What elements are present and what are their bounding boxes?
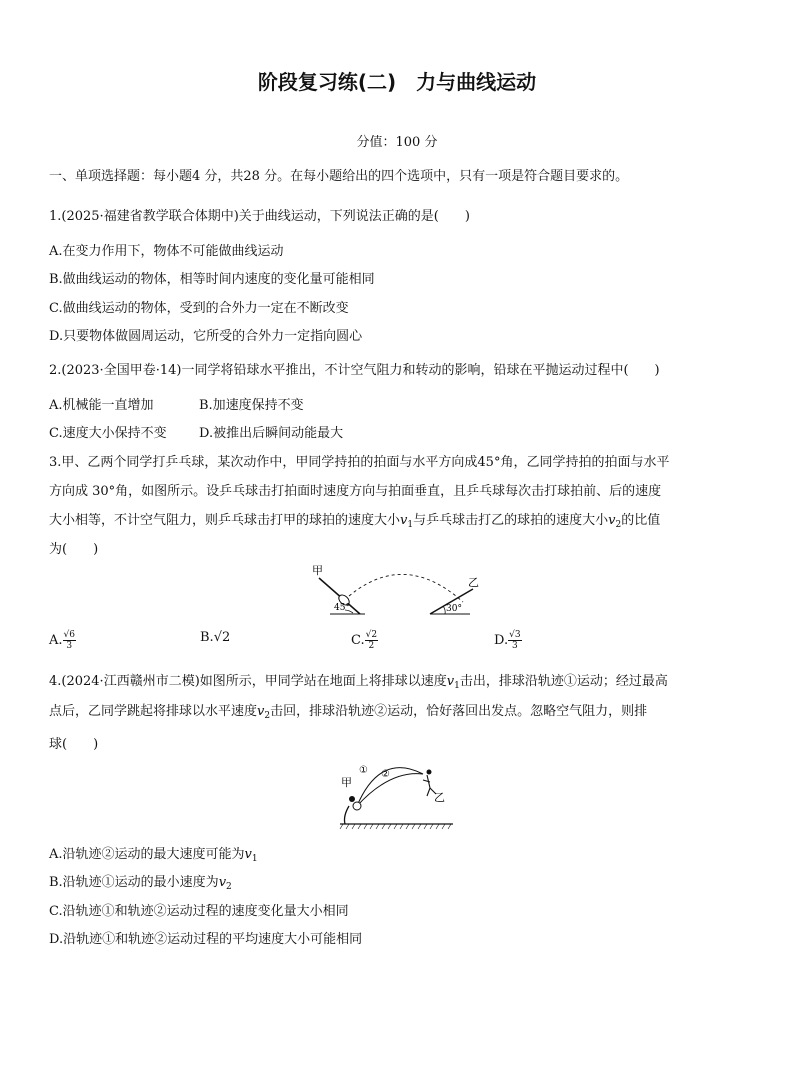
person-jia bbox=[345, 806, 350, 824]
q4-a-v-symbol: v bbox=[244, 847, 252, 862]
q3-figure bbox=[305, 560, 505, 618]
q3-option-a-fraction bbox=[63, 630, 76, 651]
q2-stem: 2.(2023·全国甲卷·14)一同学将铅球水平推出，不计空气阻力和转动的影响，铅球在平抛运动过程中( ) bbox=[49, 363, 660, 378]
q4-v2-symbol: v bbox=[257, 704, 265, 719]
q3-option-c-label: C. bbox=[351, 633, 365, 648]
q3-line-2: 方向成 30°角，如图所示。设乒乓球击打拍面时速度方向与拍面垂直，且乒乓球每次击打球拍前、后的速度 bbox=[49, 484, 662, 499]
angle-label-45: 45° bbox=[334, 603, 350, 613]
q4-option-a bbox=[49, 843, 258, 864]
q3-option-c bbox=[351, 630, 378, 651]
q2-option-d: D.被推出后瞬间动能最大 bbox=[199, 426, 344, 441]
ground-hatching bbox=[340, 824, 451, 829]
q2-option-b: B.加速度保持不变 bbox=[199, 398, 304, 413]
q1-option-a: A.在变力作用下，物体不可能做曲线运动 bbox=[49, 244, 284, 259]
q4-figure bbox=[335, 758, 460, 830]
fig4-label-yi: 乙 bbox=[434, 791, 445, 804]
q3-line-3 bbox=[49, 509, 660, 530]
q4-line-2b: 击回，排球沿轨迹②运动，恰好落回出发点。忽略空气阻力，则排 bbox=[270, 704, 648, 719]
q3-option-c-fraction bbox=[365, 630, 378, 651]
q3-c-numerator: √2 bbox=[365, 630, 378, 640]
q1-stem: 1.(2025·福建省教学联合体期中)关于曲线运动，下列说法正确的是( ) bbox=[49, 209, 470, 224]
q3-option-d bbox=[494, 630, 522, 651]
q1-option-c: C.做曲线运动的物体，受到的合外力一定在不断改变 bbox=[49, 301, 349, 316]
q4-v1-subscript: 1 bbox=[454, 681, 460, 691]
q2-option-c: C.速度大小保持不变 bbox=[49, 426, 167, 441]
q3-line-1: 3.甲、乙两个同学打乒乓球，某次动作中，甲同学持拍的拍面与水平方向成45°角，乙同学持拍的拍面与水平 bbox=[49, 455, 670, 470]
q3-d-numerator: √3 bbox=[509, 630, 521, 640]
q3-line-4: 为( ) bbox=[49, 542, 99, 557]
ball-trajectory bbox=[349, 574, 463, 602]
q3-b-value: √2 bbox=[213, 630, 231, 645]
q3-option-a-label: A. bbox=[49, 633, 63, 648]
q4-b-subscript: 2 bbox=[226, 882, 232, 892]
q3-option-a bbox=[49, 630, 76, 651]
q3-line-3a: 大小相等，不计空气阻力，则乒乓球击打甲的球拍的速度大小 bbox=[49, 513, 401, 528]
q1-option-b: B.做曲线运动的物体，相等时间内速度的变化量可能相同 bbox=[49, 272, 375, 287]
v1-symbol: v bbox=[400, 513, 408, 528]
trajectory-1-label: ① bbox=[359, 765, 368, 776]
q3-option-d-fraction bbox=[508, 630, 521, 651]
trajectory-2-label: ② bbox=[381, 769, 390, 780]
fig-label-jia: 甲 bbox=[312, 564, 323, 577]
q3-line-3c: 的比值 bbox=[621, 513, 661, 528]
q3-option-d-label: D. bbox=[494, 633, 509, 648]
q3-a-denominator: 3 bbox=[66, 641, 73, 651]
fig4-label-jia: 甲 bbox=[341, 776, 352, 789]
q4-line-1 bbox=[49, 670, 668, 691]
q3-c-denominator: 2 bbox=[368, 641, 375, 651]
q2-option-a: A.机械能一直增加 bbox=[49, 398, 154, 413]
q4-b-v-symbol: v bbox=[218, 875, 227, 890]
v1-subscript: 1 bbox=[407, 520, 414, 530]
v2-symbol: v bbox=[608, 513, 616, 528]
q3-a-numerator: √6 bbox=[63, 630, 75, 640]
fig-label-yi: 乙 bbox=[468, 576, 479, 589]
q4-line-2 bbox=[49, 700, 647, 721]
q4-line-2a: 点后，乙同学跳起将排球以水平速度 bbox=[49, 704, 258, 719]
person-jia-head bbox=[349, 796, 355, 802]
q4-line-1b: 击出，排球沿轨迹①运动；经过最高 bbox=[459, 674, 668, 689]
angle-label-30: 30° bbox=[446, 604, 462, 614]
q4-option-c: C.沿轨迹①和轨迹②运动过程的速度变化量大小相同 bbox=[49, 904, 349, 919]
q3-line-3b: 与乒乓球击打乙的球拍的速度大小 bbox=[413, 513, 609, 528]
q3-d-denominator: 3 bbox=[511, 641, 518, 651]
q4-option-a-text: A.沿轨迹②运动的最大速度可能为 bbox=[49, 847, 245, 862]
page-title: 阶段复习练(二) 力与曲线运动 bbox=[257, 70, 537, 94]
trajectory-2 bbox=[357, 774, 423, 806]
section-instruction: 一、单项选择题：每小题4 分，共28 分。在每小题给出的四个选项中，只有一项是符合题目要求的。 bbox=[49, 169, 629, 184]
q2-options-row2 bbox=[49, 422, 343, 441]
q2-options-row1 bbox=[49, 394, 304, 413]
q4-line-1a: 4.(2024·江西赣州市二模)如图所示，甲同学站在地面上将排球以速度 bbox=[49, 674, 447, 689]
q4-option-b bbox=[49, 871, 232, 892]
q4-v2-subscript: 2 bbox=[264, 711, 271, 721]
volleyball bbox=[353, 802, 361, 810]
q4-a-subscript: 1 bbox=[251, 854, 258, 864]
q4-option-b-text: B.沿轨迹①运动的最小速度为 bbox=[49, 875, 219, 890]
q4-v1-symbol: v bbox=[446, 674, 455, 689]
q1-option-d: D.只要物体做圆周运动，它所受的合外力一定指向圆心 bbox=[49, 329, 363, 344]
q3-option-b-label: B. bbox=[200, 630, 214, 645]
person-yi-head bbox=[427, 770, 432, 775]
q3-option-b bbox=[200, 630, 230, 645]
q4-option-d: D.沿轨迹①和轨迹②运动过程的平均速度大小可能相同 bbox=[49, 932, 363, 947]
v2-subscript: 2 bbox=[615, 520, 622, 530]
score-label: 分值：100 分 bbox=[356, 135, 438, 150]
q4-line-3: 球( ) bbox=[49, 737, 99, 752]
